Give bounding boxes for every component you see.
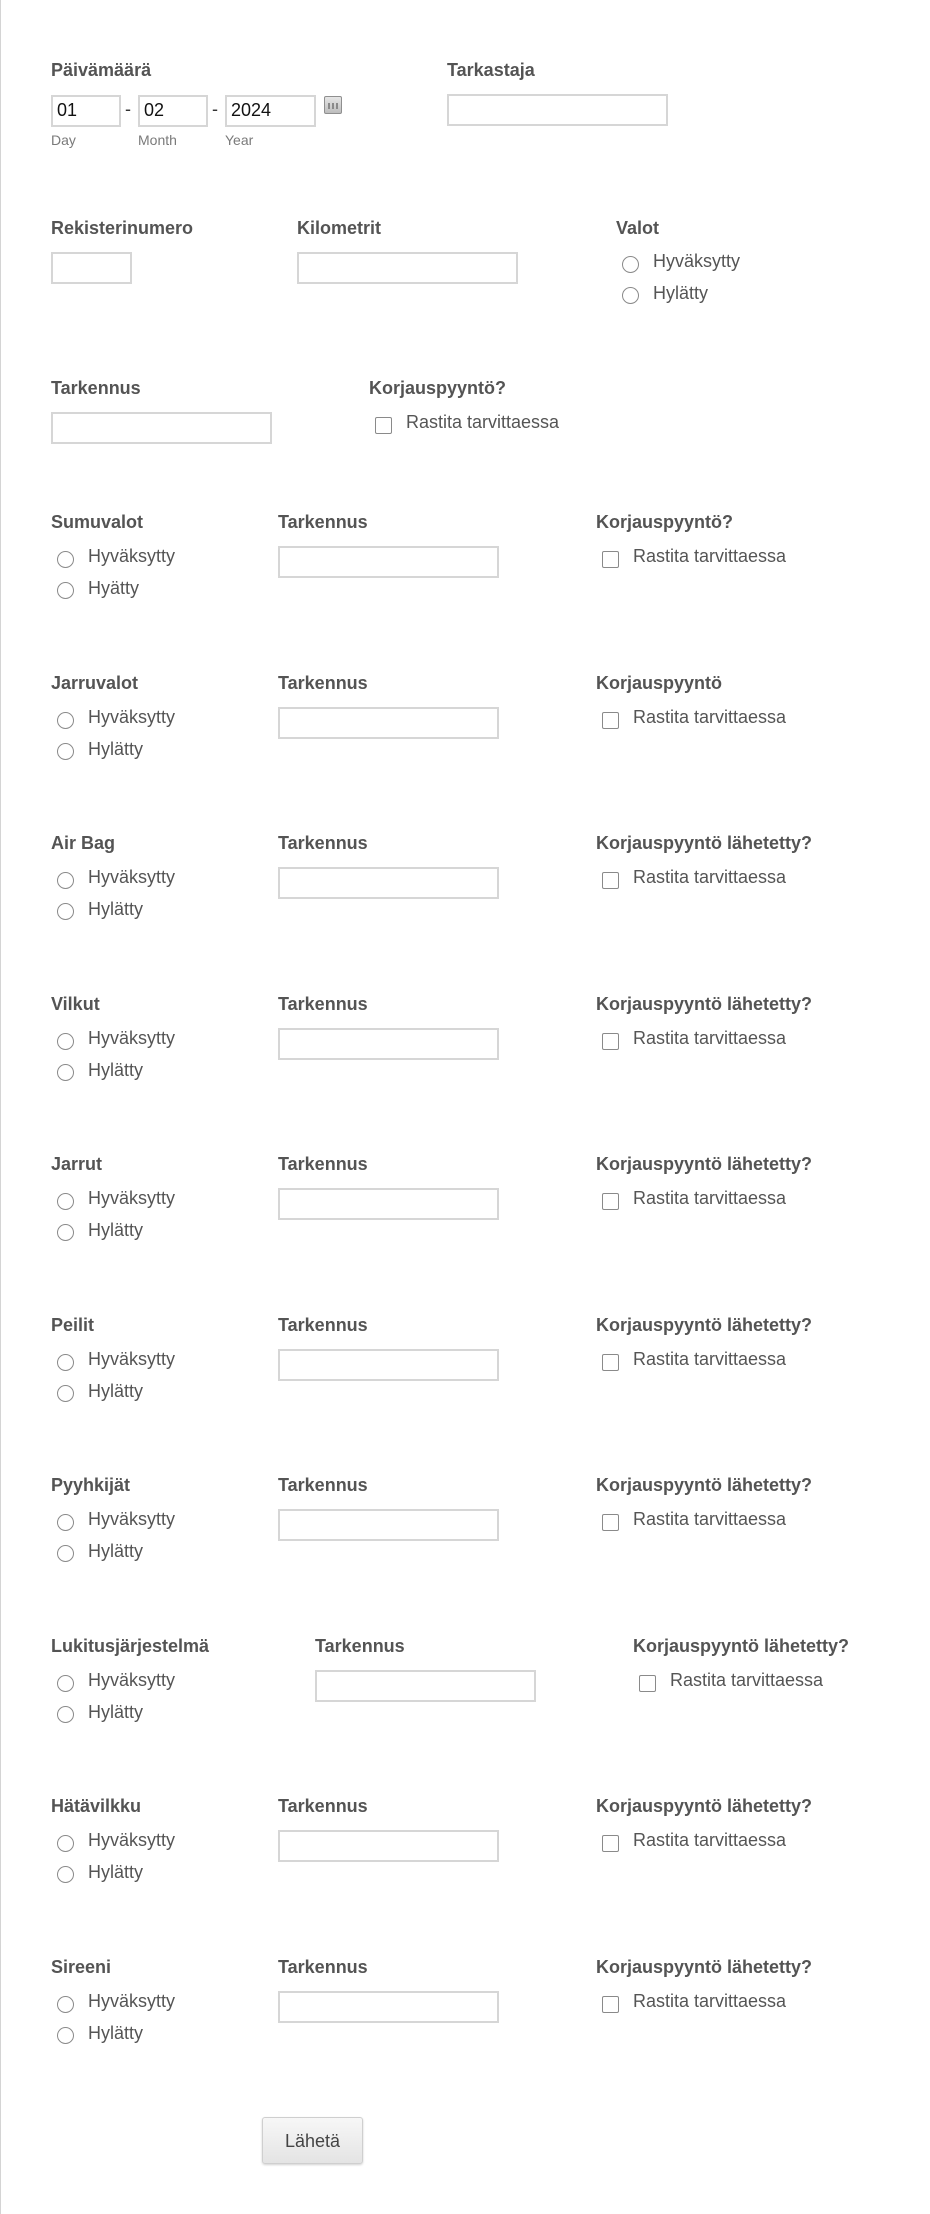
repair-option: Rastita tarvittaessa	[633, 1991, 787, 2011]
calendar-icon[interactable]	[324, 96, 342, 114]
note-input[interactable]	[278, 1188, 499, 1220]
repair-label: Korjauspyyntö lähetetty?	[596, 1315, 813, 1335]
repair-checkbox[interactable]	[602, 1033, 619, 1050]
reject-label: Hylätty	[88, 1862, 144, 1882]
approve-label: Hyväksytty	[88, 707, 176, 727]
note-input[interactable]	[278, 867, 499, 899]
year-input[interactable]: 2024	[225, 95, 316, 127]
note-label: Tarkennus	[278, 1957, 368, 1977]
kilometers-label: Kilometrit	[297, 218, 382, 238]
item-label: Pyyhkijät	[51, 1475, 131, 1495]
date-separator: -	[212, 99, 218, 119]
date-label: Päivämäärä	[51, 60, 152, 80]
note-input[interactable]	[315, 1670, 536, 1702]
lights-note-label: Tarkennus	[51, 378, 141, 398]
approve-label: Hyväksytty	[88, 1670, 176, 1690]
repair-label: Korjauspyyntö lähetetty?	[596, 1957, 813, 1977]
repair-option: Rastita tarvittaessa	[633, 546, 787, 566]
repair-label: Korjauspyyntö lähetetty?	[596, 1475, 813, 1495]
reject-label: Hylätty	[88, 1541, 144, 1561]
approve-label: Hyväksytty	[88, 1349, 176, 1369]
reject-label: Hylätty	[88, 739, 144, 759]
repair-option: Rastita tarvittaessa	[633, 707, 787, 727]
note-input[interactable]	[278, 707, 499, 739]
reject-label: Hylätty	[88, 1220, 144, 1240]
note-label: Tarkennus	[278, 1796, 368, 1816]
reject-label: Hylätty	[88, 1702, 144, 1722]
note-label: Tarkennus	[278, 673, 368, 693]
reject-radio[interactable]	[57, 1706, 74, 1723]
repair-checkbox[interactable]	[602, 1193, 619, 1210]
reject-radio[interactable]	[57, 1545, 74, 1562]
note-label: Tarkennus	[278, 994, 368, 1014]
repair-label: Korjauspyyntö lähetetty?	[596, 994, 813, 1014]
note-input[interactable]	[278, 1991, 499, 2023]
lights-approve-radio[interactable]	[622, 256, 639, 273]
note-input[interactable]	[278, 1028, 499, 1060]
month-input[interactable]: 02	[138, 95, 208, 127]
reject-label: Hylätty	[88, 1060, 144, 1080]
note-label: Tarkennus	[278, 1154, 368, 1174]
reject-radio[interactable]	[57, 582, 74, 599]
repair-option: Rastita tarvittaessa	[670, 1670, 824, 1690]
note-input[interactable]	[278, 1509, 499, 1541]
approve-radio[interactable]	[57, 551, 74, 568]
note-input[interactable]	[278, 546, 499, 578]
note-label: Tarkennus	[315, 1636, 405, 1656]
inspector-input[interactable]	[447, 94, 668, 126]
repair-label: Korjauspyyntö lähetetty?	[633, 1636, 850, 1656]
approve-radio[interactable]	[57, 1996, 74, 2013]
item-label: Sireeni	[51, 1957, 112, 1977]
item-label: Lukitusjärjestelmä	[51, 1636, 210, 1656]
note-label: Tarkennus	[278, 512, 368, 532]
item-label: Air Bag	[51, 833, 116, 853]
repair-label: Korjauspyyntö lähetetty?	[596, 833, 813, 853]
approve-label: Hyväksytty	[88, 867, 176, 887]
reject-label: Hylätty	[88, 2023, 144, 2043]
repair-checkbox[interactable]	[602, 1996, 619, 2013]
approve-label: Hyväksytty	[88, 1028, 176, 1048]
item-label: Jarruvalot	[51, 673, 139, 693]
lights-repair-checkbox[interactable]	[375, 417, 392, 434]
note-label: Tarkennus	[278, 833, 368, 853]
approve-label: Hyväksytty	[88, 1188, 176, 1208]
day-sublabel: Day	[51, 132, 76, 148]
approve-label: Hyväksytty	[88, 1991, 176, 2011]
lights-repair-option: Rastita tarvittaessa	[406, 412, 560, 432]
approve-radio[interactable]	[57, 1675, 74, 1692]
item-label: Vilkut	[51, 994, 100, 1014]
repair-option: Rastita tarvittaessa	[633, 1349, 787, 1369]
submit-button[interactable]: Lähetä	[262, 2117, 363, 2164]
approve-radio[interactable]	[57, 712, 74, 729]
repair-checkbox[interactable]	[602, 712, 619, 729]
approve-radio[interactable]	[57, 1835, 74, 1852]
reject-radio[interactable]	[57, 1385, 74, 1402]
reject-radio[interactable]	[57, 903, 74, 920]
repair-label: Korjauspyyntö	[596, 673, 723, 693]
repair-label: Korjauspyyntö lähetetty?	[596, 1154, 813, 1174]
item-label: Hätävilkku	[51, 1796, 142, 1816]
reject-label: Hylätty	[88, 899, 144, 919]
approve-radio[interactable]	[57, 872, 74, 889]
repair-label: Korjauspyyntö?	[596, 512, 734, 532]
reject-label: Hyätty	[88, 578, 140, 598]
approve-radio[interactable]	[57, 1514, 74, 1531]
approve-radio[interactable]	[57, 1354, 74, 1371]
year-sublabel: Year	[225, 132, 254, 148]
repair-option: Rastita tarvittaessa	[633, 1509, 787, 1529]
lights-note-input[interactable]	[51, 412, 272, 444]
repair-checkbox[interactable]	[602, 1835, 619, 1852]
approve-radio[interactable]	[57, 1193, 74, 1210]
note-input[interactable]	[278, 1349, 499, 1381]
reject-radio[interactable]	[57, 1224, 74, 1241]
note-label: Tarkennus	[278, 1315, 368, 1335]
repair-option: Rastita tarvittaessa	[633, 1830, 787, 1850]
inspector-label: Tarkastaja	[447, 60, 535, 80]
lights-approve-label: Hyväksytty	[653, 251, 741, 271]
lights-label: Valot	[616, 218, 660, 238]
lights-repair-label: Korjauspyyntö?	[369, 378, 507, 398]
item-label: Sumuvalot	[51, 512, 144, 532]
day-input[interactable]: 01	[51, 95, 121, 127]
repair-checkbox[interactable]	[602, 872, 619, 889]
registration-input[interactable]	[51, 252, 132, 284]
repair-checkbox[interactable]	[639, 1675, 656, 1692]
kilometers-input[interactable]	[297, 252, 518, 284]
repair-checkbox[interactable]	[602, 1514, 619, 1531]
approve-radio[interactable]	[57, 1033, 74, 1050]
repair-option: Rastita tarvittaessa	[633, 867, 787, 887]
repair-checkbox[interactable]	[602, 1354, 619, 1371]
note-label: Tarkennus	[278, 1475, 368, 1495]
reject-label: Hylätty	[88, 1381, 144, 1401]
repair-option: Rastita tarvittaessa	[633, 1188, 787, 1208]
repair-option: Rastita tarvittaessa	[633, 1028, 787, 1048]
item-label: Peilit	[51, 1315, 95, 1335]
item-label: Jarrut	[51, 1154, 103, 1174]
repair-checkbox[interactable]	[602, 551, 619, 568]
date-separator: -	[125, 99, 131, 119]
registration-label: Rekisterinumero	[51, 218, 194, 238]
reject-radio[interactable]	[57, 1866, 74, 1883]
reject-radio[interactable]	[57, 1064, 74, 1081]
approve-label: Hyväksytty	[88, 546, 176, 566]
reject-radio[interactable]	[57, 2027, 74, 2044]
lights-reject-radio[interactable]	[622, 287, 639, 304]
reject-radio[interactable]	[57, 743, 74, 760]
approve-label: Hyväksytty	[88, 1830, 176, 1850]
lights-reject-label: Hylätty	[653, 283, 709, 303]
month-sublabel: Month	[138, 132, 177, 148]
note-input[interactable]	[278, 1830, 499, 1862]
repair-label: Korjauspyyntö lähetetty?	[596, 1796, 813, 1816]
approve-label: Hyväksytty	[88, 1509, 176, 1529]
